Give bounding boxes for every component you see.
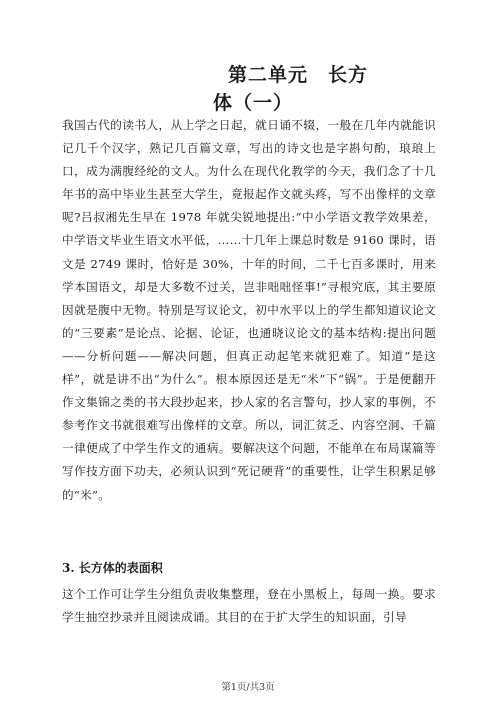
paragraph: 这个工作可让学生分组负责收集整理，登在小黑板上，每周一换。要求学生抽空抄录并且阅读成诵。其目的在于扩大学生的知识面，引导 [62,587,436,624]
page-footer: 第1页/共3页 [221,682,275,693]
page-title-line1: 第二单元 长方 [227,64,368,86]
paragraph: 我国古代的读书人，从上学之日起，就日诵不辍，一般在几年内就能识记几千个汉字，熟记几百篇文章，写出的诗文也是字斟句酌，琅琅上口，成为满腹经纶的文人。为什么在现代化教学的今天，我们念了十几年书的高中毕业生甚至大学生，竟报起作文就头疼，写不出像样的文章呢?吕叔湘先生早在 1978 年就尖锐地提出:“中小学语文教学效果差，中学语文毕业生语文水平低，……十几年上课总时数是 9160 课时，语文是 2749 课时，恰好是 30%，十年的时间，二千七百多课时，用来学本国语文，却是大多数不过关，岂非咄咄怪事!”寻根究底，其主要原因就是腹中无物。特别是写议论文，初中水平以上的学生都知道议论文的“三要素”是论点、论据、论证，也通晓议论文的基本结构:提出问题——分析问题——解决问题，但真正动起笔来就犯难了。知道“是这样”，就是讲不出“为什么”。根本原因还是无“米”下“锅”。于是便翻开作文集锦之类的书大段抄起来，抄人家的名言警句，抄人家的事例，不参考作文书就很难写出像样的文章。所以，词汇贫乏、内容空洞、千篇一律便成了中学生作文的通病。要解决这个问题，不能单在布局谋篇等写作技方面下功夫，必须认识到“死记硬背”的重要性，让学生积累足够的“米”。 [62,118,436,502]
section-heading: 3. 长方体的表面积 [62,561,163,575]
body-text-2 [62,583,436,629]
page-title-line2: 体（一） [213,92,294,114]
body-text [62,114,436,507]
